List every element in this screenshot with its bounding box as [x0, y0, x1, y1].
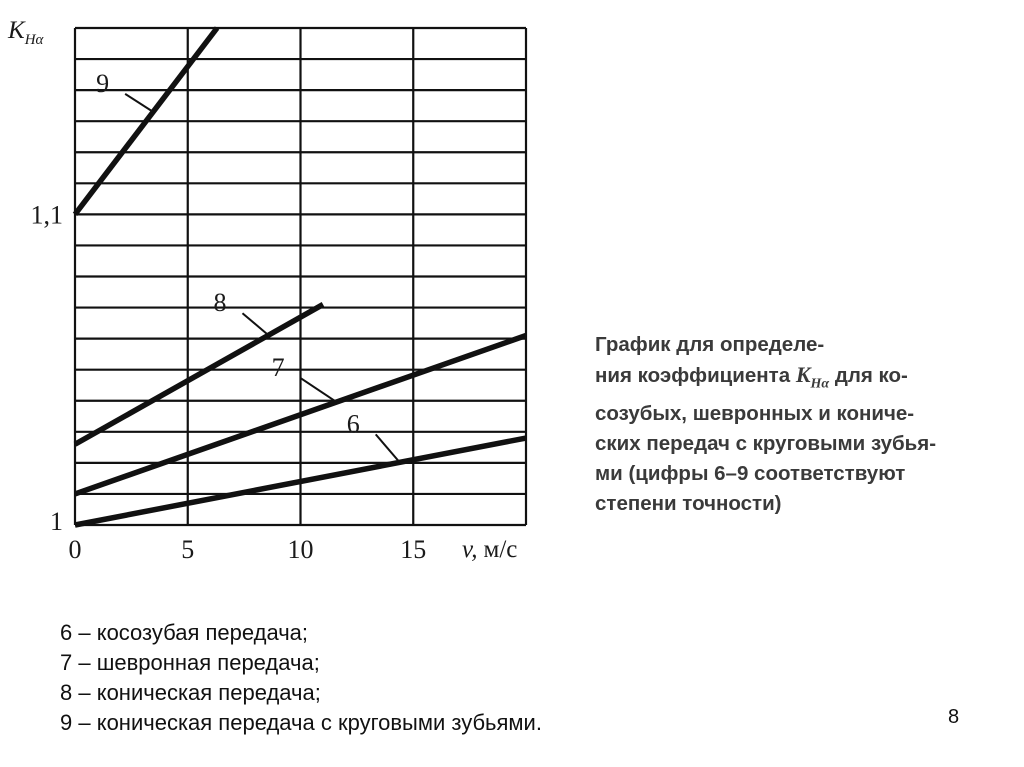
x-tick-label: 15: [400, 535, 427, 564]
caption-line-4: ских передач с круговыми зубья-: [595, 432, 937, 456]
legend-item-7: 7 – шевронная передача;: [60, 650, 320, 675]
legend-item-8: 8 – коническая передача;: [60, 680, 321, 705]
x-tick-label: 0: [68, 535, 82, 564]
caption-line-5: ми (цифры 6–9 соответствуют: [595, 462, 906, 486]
series-label-9: 9: [96, 68, 110, 98]
series-label-leader-8: [242, 313, 268, 335]
y-tick-label: 1: [50, 507, 63, 536]
series-label-8: 8: [213, 288, 227, 318]
caption-line-1: График для определе-: [595, 333, 825, 356]
series-label-leader-7: [301, 378, 337, 402]
series-label-leader-6: [376, 434, 400, 462]
y-tick-label: 1,1: [30, 200, 63, 230]
y-axis-title: $K_{H\alpha}$: [8, 17, 44, 48]
chart-caption: [595, 330, 1010, 519]
series-label-leader-9: [125, 94, 153, 112]
caption-line-2-pre: ния коэффициента: [595, 364, 796, 387]
caption-line-3: созубых, шевронных и кониче-: [595, 402, 915, 426]
x-tick-label: 5: [181, 535, 195, 564]
caption-symbol: $K_{H\alpha}$: [795, 362, 830, 392]
series-legend: [60, 618, 542, 738]
caption-line-6: степени точности): [595, 492, 782, 516]
x-tick-labels: [69, 535, 427, 564]
series-line-8: [75, 304, 323, 444]
legend-item-6: 6 – косозубая передача;: [60, 620, 309, 645]
caption-line-2-post: для ко-: [829, 364, 908, 387]
x-tick-label: 10: [287, 535, 314, 564]
slide-number: 8: [948, 706, 960, 728]
legend-item-9: 9 – коническая передача с круговыми зубьями.: [60, 710, 542, 735]
x-axis-title: v, м/с: [462, 536, 518, 563]
series-label-6: 6: [346, 409, 360, 439]
series-label-7: 7: [271, 353, 285, 383]
y-tick-labels: [31, 200, 64, 536]
